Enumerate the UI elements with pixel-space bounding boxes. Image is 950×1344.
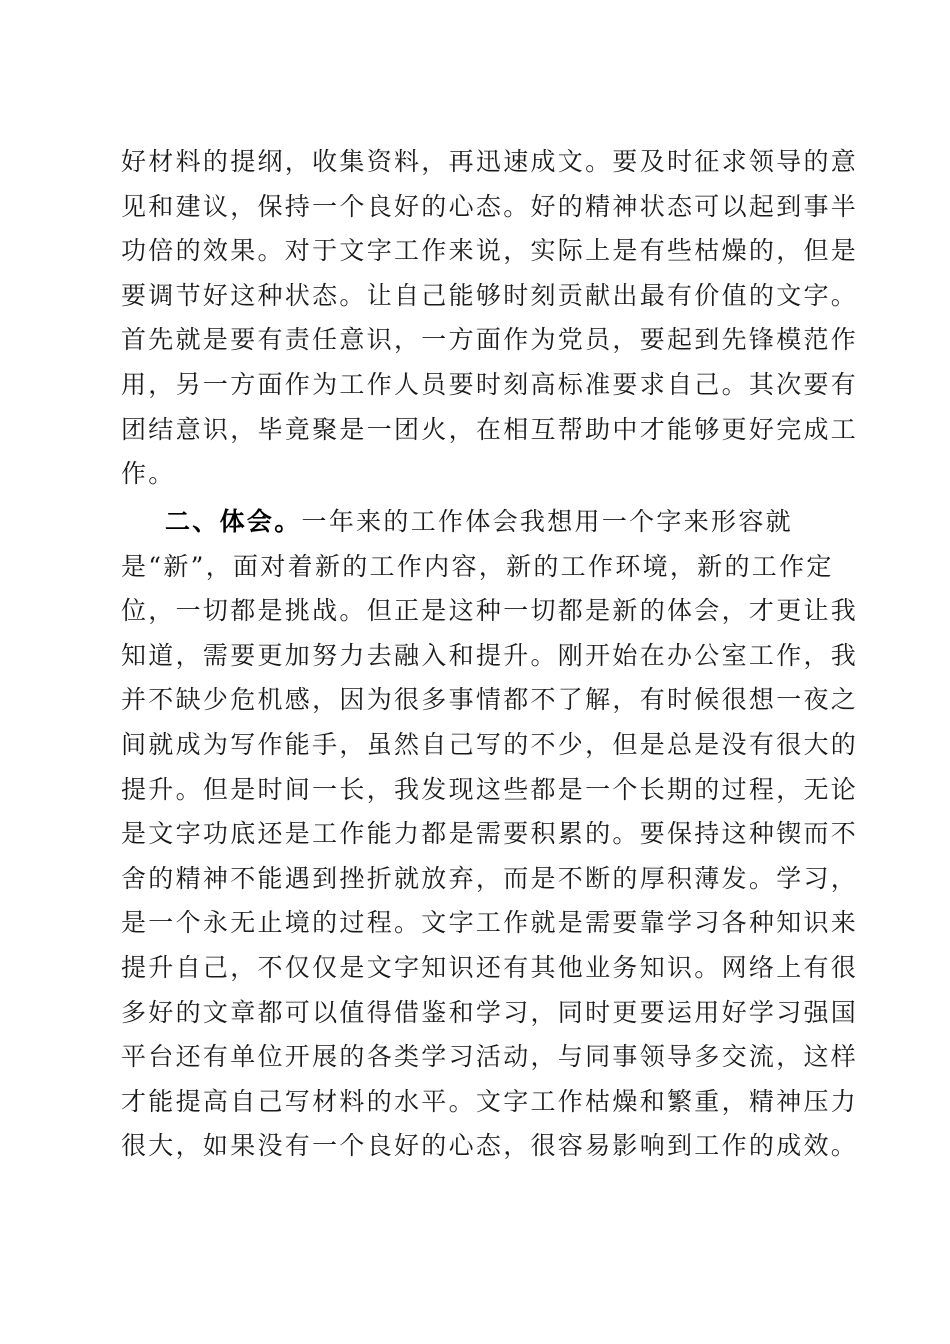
text-line: 知道，需要更加努力去融入和提升。刚开始在办公室工作，我: [121, 640, 859, 670]
text-line: 才能提高自己写材料的水平。文字工作枯燥和繁重，精神压力: [121, 1086, 859, 1116]
text-line: 是“新”，面对着新的工作内容，新的工作环境，新的工作定: [121, 551, 834, 581]
text-line-rest: 一年来的工作体会我想用一个字来形容就: [301, 507, 793, 536]
text-line: 见和建议，保持一个良好的心态。好的精神状态可以起到事半: [121, 191, 859, 221]
text-line: 提升自己，不仅仅是文字知识还有其他业务知识。网络上有很: [121, 952, 859, 982]
text-line: 并不缺少危机感，因为很多事情都不了解，有时候很想一夜之: [121, 685, 859, 715]
text-line: 平台还有单位开展的各类学习活动，与同事领导多交流，这样: [121, 1042, 859, 1072]
text-line: 要调节好这种状态。让自己能够时刻贡献出最有价值的文字。: [121, 280, 859, 310]
paragraph-continued: [121, 140, 859, 497]
text-line: 用，另一方面作为工作人员要时刻高标准要求自己。其次要有: [121, 369, 859, 399]
text-line: 是一个永无止境的过程。文字工作就是需要靠学习各种知识来: [121, 908, 859, 938]
text-line: 首先就是要有责任意识，一方面作为党员，要起到先锋模范作: [121, 325, 859, 355]
text-line-first: [121, 500, 831, 545]
section-heading: 二、体会。: [165, 507, 302, 536]
paragraph-experience: [121, 500, 859, 1169]
text-line: 间就成为写作能手，虽然自己写的不少，但是总是没有很大的: [121, 729, 859, 759]
text-line: 舍的精神不能遇到挫折就放弃，而是不断的厚积薄发。学习，: [121, 863, 859, 893]
text-line: 多好的文章都可以值得借鉴和学习，同时更要运用好学习强国: [121, 997, 859, 1027]
text-line: 好材料的提纲，收集资料，再迅速成文。要及时征求领导的意: [121, 147, 859, 176]
text-line: 团结意识，毕竟聚是一团火，在相互帮助中才能够更好完成工: [121, 414, 859, 444]
text-line: 是文字功底还是工作能力都是需要积累的。要保持这种锲而不: [121, 819, 859, 849]
text-line: 提升。但是时间一长，我发现这些都是一个长期的过程，无论: [121, 774, 859, 804]
text-line: 很大，如果没有一个良好的心态，很容易影响到工作的成效。: [121, 1131, 859, 1161]
text-line: 作。: [121, 459, 176, 489]
text-line: 位，一切都是挑战。但正是这种一切都是新的体会，才更让我: [121, 596, 859, 626]
text-line: 功倍的效果。对于文字工作来说，实际上是有些枯燥的，但是: [121, 236, 859, 266]
